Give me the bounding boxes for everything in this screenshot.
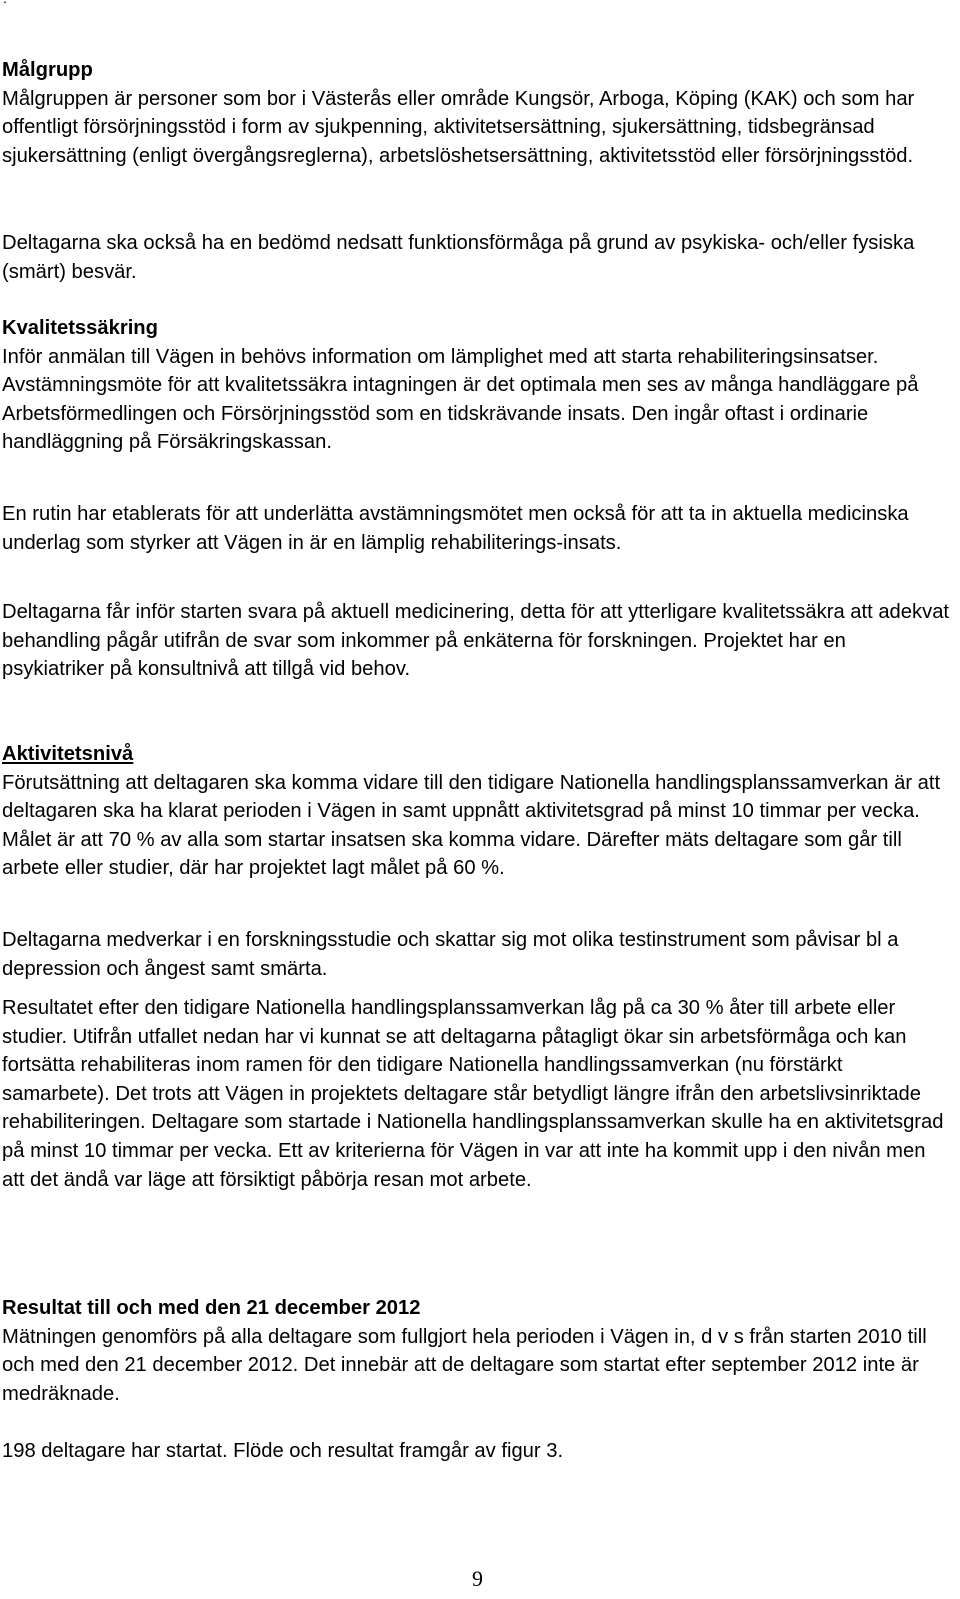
section-aktivitetsniva-2 — [2, 926, 952, 983]
heading-resultat: Resultat till och med den 21 december 2012 — [2, 1297, 421, 1319]
section-aktivitetsniva-3 — [2, 994, 952, 1194]
heading-kvalitetssakring: Kvalitetssäkring — [2, 317, 158, 339]
paragraph-malgrupp-1: Målgruppen är personer som bor i Västerås eller område Kungsör, Arboga, Köping (KAK) och som har offentligt försörjningsstöd i form av sjukpenning, aktivitetsersättning, sjukersättning, tidsbegränsad sjukersättning (enligt övergångsreglerna), arbetslöshetsersättning, aktivitetsstöd eller försörjningsstöd. — [2, 87, 915, 167]
section-resultat — [2, 1294, 952, 1408]
paragraph-resultat-2: 198 deltagare har startat. Flöde och resultat framgår av figur 3. — [2, 1440, 564, 1462]
section-kvalitetssakring-2 — [2, 500, 952, 557]
heading-malgrupp: Målgrupp — [2, 59, 93, 81]
paragraph-kvalitetssakring-2: En rutin har etablerats för att underlätta avstämningsmötet men också för att ta in aktuella medicinska underlag som styrker att Vägen in är en lämplig rehabiliterings-insats. — [2, 503, 909, 554]
paragraph-aktivitetsniva-3: Resultatet efter den tidigare Nationella handlingsplanssamverkan låg på ca 30 % åter till arbete eller studier. Utifrån utfallet nedan har vi kunnat se att deltagarna påtagligt ökar sin arbetsförmåga och kan fortsätta rehabiliteras inom ramen för den tidigare Nationella handlingssamverkan (nu förstärkt samarbete). Det trots att Vägen in projektets deltagare står betydligt längre ifrån den arbetslivsinriktade rehabiliteringen. Deltagare som startade i Nationella handlingsplanssamverkan skulle ha en aktivitetsgrad på minst 10 timmar per vecka. Ett av kriterierna för Vägen in var att inte ha kommit upp i den nivån men att det ändå var läge att försiktigt påbörja resan mot arbete. — [2, 997, 944, 1191]
paragraph-kvalitetssakring-3: Deltagarna får inför starten svara på aktuell medicinering, detta för att ytterligare kvalitetssäkra att adekvat behandling pågår utifrån de svar som inkommer på enkäterna för forskningen. Projektet har en psykiatriker på konsultnivå att tillgå vid behov. — [2, 601, 950, 681]
section-aktivitetsniva — [2, 740, 952, 883]
top-mark — [3, 0, 7, 13]
paragraph-aktivitetsniva-2: Deltagarna medverkar i en forskningsstudie och skattar sig mot olika testinstrument som påvisar bl a depression och ångest samt smärta. — [2, 929, 899, 980]
section-malgrupp-2 — [2, 229, 952, 286]
section-malgrupp — [2, 56, 952, 170]
paragraph-resultat-1: Mätningen genomförs på alla deltagare som fullgjort hela perioden i Vägen in, d v s från starten 2010 till och med den 21 december 2012. Det innebär att de deltagare som startat efter september 2012 inte är medräknade. — [2, 1325, 927, 1405]
section-kvalitetssakring-3 — [2, 598, 952, 684]
page-number: 9 — [472, 1566, 483, 1591]
section-kvalitetssakring — [2, 314, 952, 457]
heading-aktivitetsniva: Aktivitetsnivå — [2, 743, 134, 765]
paragraph-malgrupp-2: Deltagarna ska också ha en bedömd nedsatt funktionsförmåga på grund av psykiska- och/eller fysiska (smärt) besvär. — [2, 232, 915, 283]
paragraph-aktivitetsniva-1: Förutsättning att deltagaren ska komma vidare till den tidigare Nationella handlingsplanssamverkan är att deltagaren ska ha klarat perioden i Vägen in samt uppnått aktivitetsgrad på minst 10 timmar per vecka. Målet är att 70 % av alla som startar insatsen ska komma vidare. Därefter mäts deltagare som går till arbete eller studier, där har projektet lagt målet på 60 %. — [2, 771, 941, 880]
paragraph-kvalitetssakring-1: Inför anmälan till Vägen in behövs information om lämplighet med att starta rehabiliteringsinsatser. Avstämningsmöte för att kvalitetssäkra intagningen är det optimala men ses av många handläggare på Arbetsförmedlingen och Försörjningsstöd som en tidskrävande insats. Den ingår oftast i ordinarie handläggning på Försäkringskassan. — [2, 345, 919, 454]
section-resultat-2 — [2, 1437, 952, 1466]
